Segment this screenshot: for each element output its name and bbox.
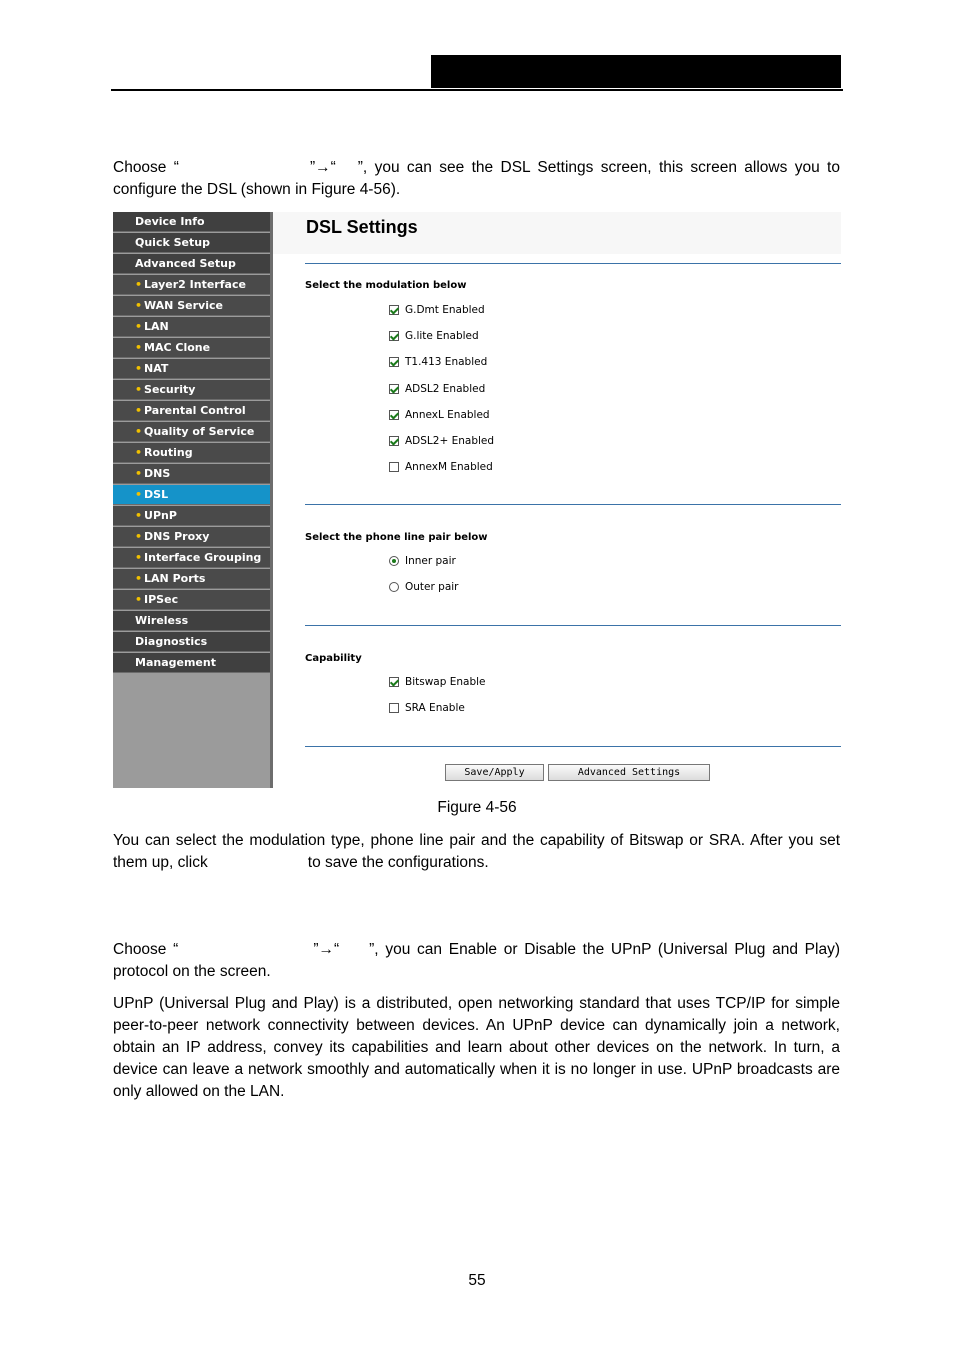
sidebar-item-label: Layer2 Interface [144, 278, 246, 291]
separator [305, 263, 841, 264]
checkbox-option[interactable] [389, 702, 465, 714]
option-label: Inner pair [405, 555, 456, 567]
bullet-icon: • [135, 362, 143, 375]
page-number: 55 [468, 1272, 486, 1289]
sidebar-item[interactable] [113, 548, 270, 568]
sidebar-item[interactable] [113, 422, 270, 442]
sidebar-item-label: DNS Proxy [144, 530, 210, 543]
upnp-text-a: Choose “ [113, 941, 179, 958]
intro-paragraph [113, 157, 840, 201]
option-label: Outer pair [405, 581, 459, 593]
sidebar-item-label: WAN Service [144, 299, 223, 312]
advanced-settings-button[interactable]: Advanced Settings [548, 764, 710, 781]
sidebar-item-label: DNS [144, 467, 171, 480]
checkbox[interactable] [389, 305, 399, 315]
option-label: AnnexM Enabled [405, 461, 493, 474]
description-text-a: You can select the modulation type, phone line pair and the capability of Bitswap or SRA. After you set them up, click [113, 832, 840, 871]
checkbox[interactable] [389, 462, 399, 472]
sidebar-item[interactable] [113, 590, 270, 610]
sidebar-item[interactable] [113, 338, 270, 358]
checkbox[interactable] [389, 331, 399, 341]
bullet-icon: • [135, 593, 143, 606]
option-label: Bitswap Enable [405, 676, 486, 688]
intro-text-b: ”→“ [309, 159, 336, 176]
sidebar-item[interactable] [113, 317, 270, 337]
header-rule [111, 89, 843, 91]
panel-title: DSL Settings [306, 217, 418, 237]
sidebar-item-label: DSL [144, 488, 169, 501]
option-label: T1.413 Enabled [405, 356, 488, 369]
sidebar-item[interactable] [113, 464, 270, 484]
radio-option[interactable] [389, 581, 458, 593]
sidebar-item[interactable] [113, 380, 270, 400]
checkbox-option[interactable] [389, 383, 485, 395]
checkbox-option[interactable] [389, 435, 494, 447]
save-apply-button[interactable]: Save/Apply [445, 764, 544, 781]
sidebar-item-label: Parental Control [144, 404, 246, 417]
sidebar-item[interactable] [113, 296, 270, 316]
pair-heading: Select the phone line pair below [305, 532, 488, 543]
sidebar-item[interactable] [113, 443, 270, 463]
sidebar-item[interactable] [113, 569, 270, 589]
sidebar-item-label: Quick Setup [135, 236, 210, 249]
sidebar-item[interactable] [113, 359, 270, 379]
sidebar-item-label: Device Info [135, 215, 205, 228]
sidebar-item[interactable] [113, 254, 270, 274]
figure-caption: Figure 4-56 [437, 799, 517, 816]
header-bar [431, 55, 841, 88]
description-text-b: to save the configurations. [307, 854, 489, 871]
checkbox-option[interactable] [389, 330, 479, 342]
upnp-text-b: ”→“ [313, 941, 340, 958]
checkbox-option[interactable] [389, 461, 493, 473]
option-label: G.lite Enabled [405, 330, 479, 343]
sidebar-item[interactable] [113, 275, 270, 295]
bullet-icon: • [135, 446, 143, 459]
bullet-icon: • [135, 509, 143, 522]
bullet-icon: • [135, 278, 143, 291]
sidebar-item[interactable] [113, 527, 270, 547]
bullet-icon: • [135, 572, 143, 585]
sidebar-item[interactable] [113, 632, 270, 652]
checkbox-option[interactable] [389, 676, 486, 688]
checkbox-option[interactable] [389, 304, 485, 316]
bullet-icon: • [135, 425, 143, 438]
sidebar-item[interactable] [113, 485, 270, 505]
sidebar-item[interactable] [113, 212, 270, 232]
option-label: ADSL2 Enabled [405, 382, 486, 395]
checkbox[interactable] [389, 677, 399, 687]
bullet-icon: • [135, 467, 143, 480]
bullet-icon: • [135, 404, 143, 417]
sidebar-item[interactable] [113, 653, 270, 673]
separator [305, 746, 841, 747]
intro-text-a: Choose “ [113, 159, 179, 176]
sidebar-item-label: Management [135, 656, 216, 669]
sidebar-item[interactable] [113, 401, 270, 421]
sidebar-item-label: Interface Grouping [144, 551, 262, 564]
bullet-icon: • [135, 530, 143, 543]
separator [305, 625, 841, 626]
sidebar-item-label: Advanced Setup [135, 257, 236, 270]
checkbox[interactable] [389, 703, 399, 713]
radio-button[interactable] [389, 556, 399, 566]
sidebar-item-label: LAN [144, 320, 169, 333]
checkbox-option[interactable] [389, 409, 490, 421]
option-label: AnnexL Enabled [405, 408, 490, 421]
bullet-icon: • [135, 341, 143, 354]
sidebar-item-label: Wireless [135, 614, 189, 627]
intro-text-c: ”, you can see the DSL Settings screen, this screen allows you to configure the DSL (shown in Figure 4-56). [113, 159, 840, 198]
sidebar-item-label: UPnP [144, 509, 177, 522]
bullet-icon: • [135, 551, 143, 564]
sidebar-item-label: Routing [144, 446, 193, 459]
option-label: G.Dmt Enabled [405, 304, 485, 316]
bullet-icon: • [135, 299, 143, 312]
bullet-icon: • [135, 383, 143, 396]
sidebar-item[interactable] [113, 611, 270, 631]
separator [305, 504, 841, 505]
radio-option[interactable] [389, 555, 456, 567]
radio-button[interactable] [389, 582, 399, 592]
capability-heading: Capability [305, 653, 362, 664]
sidebar-item-label: Quality of Service [144, 425, 255, 438]
checkbox[interactable] [389, 436, 399, 446]
upnp-text-c: ”, you can Enable or Disable the UPnP (Universal Plug and Play) protocol on the screen. [113, 941, 840, 980]
sidebar-item[interactable] [113, 233, 270, 253]
sidebar-item-label: IPSec [144, 593, 179, 606]
modulation-heading: Select the modulation below [305, 280, 467, 291]
checkbox[interactable] [389, 357, 399, 367]
dsl-settings-panel [273, 212, 841, 788]
sidebar-item-label: Security [144, 383, 196, 396]
sidebar-item-label: LAN Ports [144, 572, 206, 585]
checkbox[interactable] [389, 410, 399, 420]
sidebar-menu [113, 212, 270, 788]
sidebar-item[interactable] [113, 506, 270, 526]
sidebar-item-label: MAC Clone [144, 341, 211, 354]
sidebar-item-label: Diagnostics [135, 635, 208, 648]
upnp-intro-paragraph [113, 939, 840, 983]
checkbox-option[interactable] [389, 356, 487, 368]
checkbox[interactable] [389, 384, 399, 394]
upnp-description-paragraph: UPnP (Universal Plug and Play) is a distributed, open networking standard that uses TCP/IP for simple peer-to-peer network connectivity between devices. An UPnP device can dynamically join a network, obtain an IP address, convey its capabilities and learn about other devices on the network. In turn, a device can leave a network smoothly and automatically when it is no longer in use. UPnP broadcasts are only allowed on the LAN. [113, 995, 840, 1100]
option-label: SRA Enable [405, 702, 465, 714]
description-paragraph [113, 830, 840, 874]
bullet-icon: • [135, 488, 143, 501]
bullet-icon: • [135, 320, 143, 333]
option-label: ADSL2+ Enabled [405, 435, 495, 447]
sidebar-item-label: NAT [144, 362, 169, 375]
dsl-settings-screenshot [113, 212, 841, 788]
